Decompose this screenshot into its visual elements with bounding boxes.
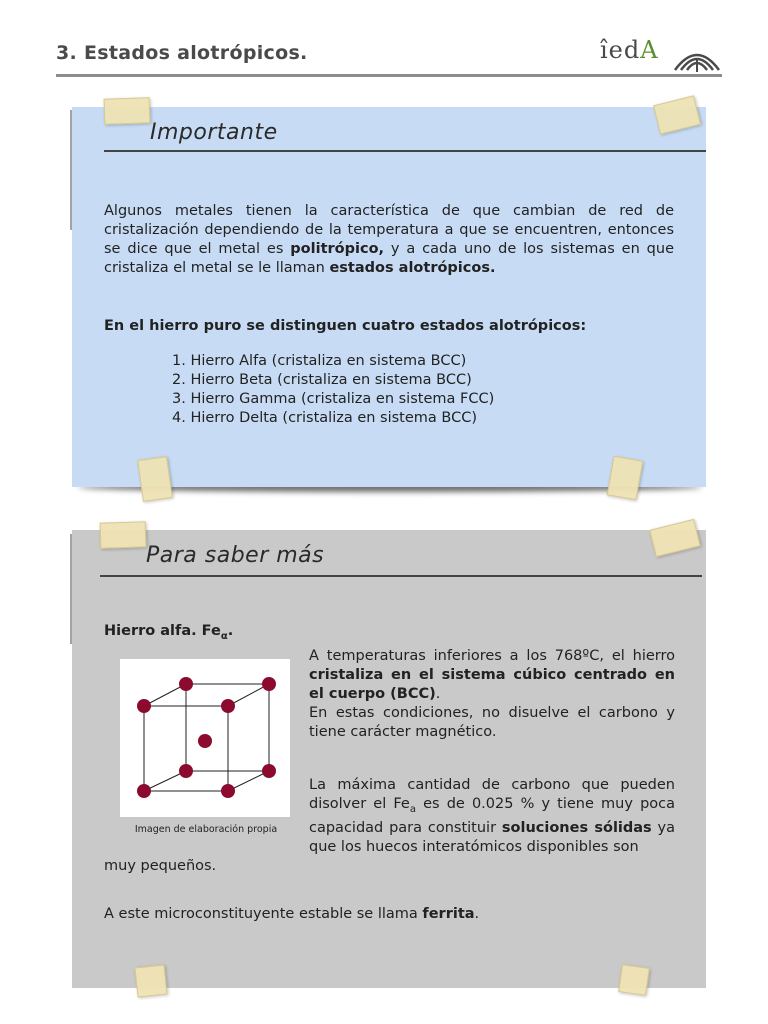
list-item: 1. Hierro Alfa (cristaliza en sistema BCC)	[172, 353, 467, 369]
list-item: 2. Hierro Beta (cristaliza en sistema BCC)	[172, 372, 472, 388]
corner-atom	[137, 699, 151, 713]
corner-atom	[262, 677, 276, 691]
tape-bottom-left-2	[135, 965, 168, 998]
bcc-lattice-diagram	[120, 659, 290, 817]
hierro-alfa-title	[104, 622, 233, 646]
tape-bottom-right-2	[618, 964, 650, 996]
ieda-logo	[600, 36, 659, 64]
important-heading: Importante	[150, 120, 278, 145]
allotropic-states-list	[172, 352, 494, 428]
p1-bold: cristaliza en el sistema cúbico centrado en el cuerpo (BCC)	[309, 667, 675, 702]
important-panel	[72, 107, 706, 487]
list-item: 3. Hierro Gamma (cristaliza en sistema FCC)	[172, 391, 495, 407]
list-item: 4. Hierro Delta (cristaliza en sistema BCC)	[172, 410, 478, 426]
logo-text-accent: A	[640, 36, 659, 64]
p2-text: En estas condiciones, no disuelve el carbono y tiene carácter magnético.	[309, 705, 675, 740]
p1-text: A temperaturas inferiores a los 768ºC, el hierro	[309, 648, 675, 664]
para-text-1: Algunos metales tienen la característica de que cambian de red de cristalización dependiendo de la temperatura a que se encuentren, entonces se dice que el metal es	[104, 203, 674, 257]
p3-sub: a	[409, 803, 416, 815]
tape-top-left	[104, 97, 151, 125]
p4-text: A este microconstituyente estable se llama	[104, 906, 423, 922]
body-center-atom	[198, 734, 212, 748]
p3-bold: soluciones sólidas	[501, 819, 652, 836]
figure-caption: Imagen de elaboración propia	[134, 824, 278, 835]
corner-atom	[179, 677, 193, 691]
corner-atom	[221, 699, 235, 713]
important-paragraph	[104, 202, 674, 278]
subheading-text: En el hierro puro se distinguen cuatro estados alotrópicos:	[104, 318, 587, 334]
tape-bottom-right	[607, 456, 643, 501]
p4-end: .	[474, 906, 480, 922]
logo-text-main: îed	[600, 36, 641, 64]
para-bold-politropico: politrópico,	[290, 241, 385, 257]
bcc-paragraph	[309, 647, 675, 742]
more-info-heading: Para saber más	[146, 543, 325, 568]
important-subheading	[104, 317, 674, 336]
p3-text-c: ya que los huecos interatómicos disponibles son	[309, 819, 675, 855]
title-main: Hierro alfa. Fe	[104, 623, 221, 639]
p3-text-b: es de 0.025 % y tiene muy poca capacidad para constituir	[309, 796, 675, 836]
corner-atom	[221, 784, 235, 798]
para-text-2: y a cada uno de los sistemas en que cristaliza el metal se le llaman	[104, 241, 674, 276]
panel-fold-left-2	[70, 534, 72, 644]
p4-bold: ferrita	[422, 906, 475, 922]
junta-arc-logo-icon	[672, 42, 722, 74]
tape-top-left-2	[100, 521, 147, 549]
panel-fold-left	[70, 110, 72, 230]
tape-bottom-left	[137, 456, 173, 502]
page-title: 3. Estados alotrópicos.	[56, 42, 308, 64]
para-bold-estados: estados alotrópicos.	[329, 260, 496, 276]
corner-atom	[262, 764, 276, 778]
bcc-figure	[120, 659, 290, 817]
title-sub: α	[220, 630, 228, 642]
carbon-paragraph	[309, 776, 675, 857]
important-heading-rule	[104, 150, 706, 152]
corner-atom	[179, 764, 193, 778]
ferrita-paragraph	[104, 905, 674, 924]
header-rule	[56, 74, 722, 77]
p1-end: .	[435, 686, 441, 702]
corner-atom	[137, 784, 151, 798]
title-end: .	[227, 623, 234, 639]
p3-text-a: La máxima cantidad de carbono que pueden disolver el Fe	[309, 777, 675, 812]
page-header	[0, 0, 768, 80]
carbon-paragraph-end: muy pequeños.	[104, 858, 217, 874]
more-info-heading-rule	[100, 575, 702, 577]
